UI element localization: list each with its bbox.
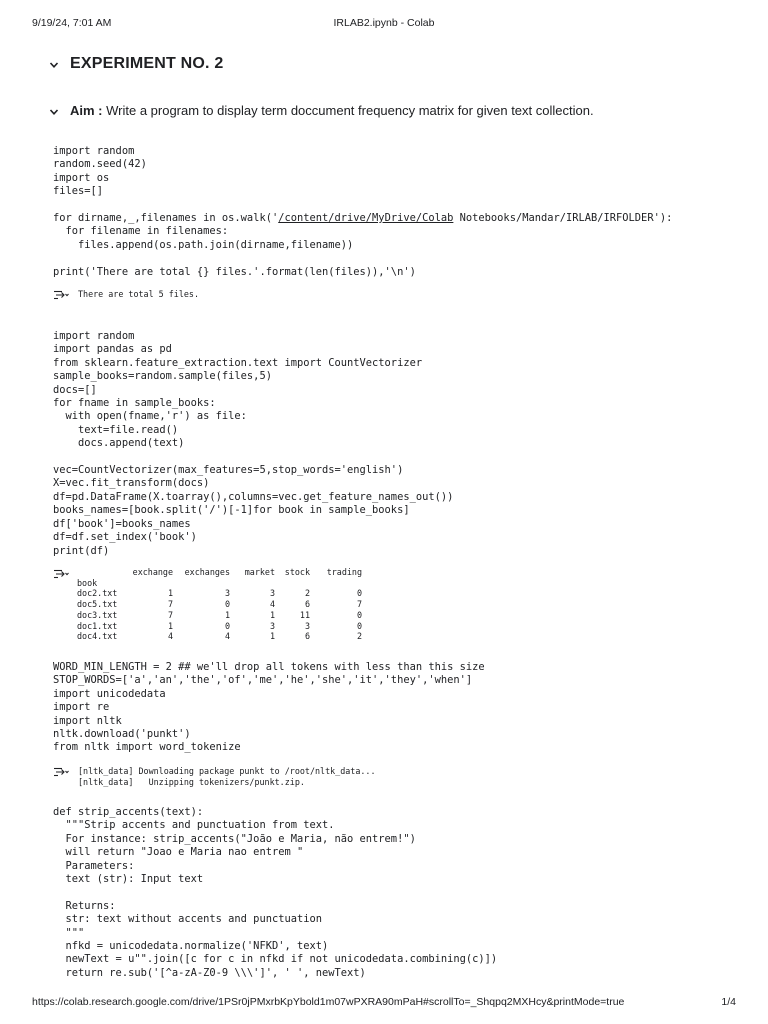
row-index: doc2.txt bbox=[77, 588, 118, 599]
table-cell: 1 bbox=[269, 609, 275, 620]
code-cell-3[interactable]: WORD_MIN_LENGTH = 2 ## we'll drop all tokens with less than this size STOP_WORDS=['a','an','the','of','me','he','she','it','they','when'] import unicodedata import re import nltk nltk.download('punkt') from nltk import word_tokenize bbox=[53, 661, 485, 754]
dataframe-output bbox=[75, 567, 362, 642]
table-cell: 1 bbox=[167, 620, 173, 631]
output-toggle-icon[interactable] bbox=[53, 765, 69, 777]
column-header: exchange bbox=[132, 567, 173, 577]
heading-title: EXPERIMENT NO. 2 bbox=[70, 55, 224, 72]
code-cell-4[interactable]: def strip_accents(text): """Strip accents and punctuation from text. For instance: strip_accents("João e Maria, não entrem!") will return "Joao e Maria nao entrem " Parameters: text (str): Input text Returns: str: text without accents and punctuation """ nfkd = unicodedata.normalize('NFKD', text) newText = u"".join([c for c in nfkd if not unicodedata.combining(c)]) return re.sub('[^a-zA-Z0-9 \\\']', ' ', newText) bbox=[53, 806, 498, 979]
row-index: doc4.txt bbox=[77, 631, 118, 642]
column-header: stock bbox=[284, 567, 310, 577]
table-row bbox=[75, 621, 362, 632]
table-cell: 3 bbox=[269, 588, 275, 599]
table-row bbox=[75, 588, 362, 599]
table-cell: 6 bbox=[304, 631, 310, 642]
chevron-down-icon[interactable] bbox=[48, 105, 60, 117]
column-header: market bbox=[244, 567, 275, 577]
table-cell: 4 bbox=[224, 631, 230, 642]
code-cell-1-after-link: Notebooks/Mandar/IRLAB/IRFOLDER'): for filename in filenames: files.append(os.path.join(dirname,filename)) print('There are total {} files.'.format(len(files)),'\n') bbox=[53, 212, 673, 278]
aim-text-block bbox=[70, 103, 594, 118]
path-link[interactable]: /content/drive/MyDrive/Colab bbox=[278, 212, 454, 225]
aim-label: Aim : bbox=[70, 103, 103, 118]
table-cell: 1 bbox=[224, 609, 230, 620]
table-cell: 1 bbox=[269, 631, 275, 642]
output-cell-3: [nltk_data] Downloading package punkt to /root/nltk_data... [nltk_data] Unzipping tokenizers/punkt.zip. bbox=[78, 766, 376, 787]
page-number: 1/4 bbox=[721, 996, 736, 1008]
column-header: trading bbox=[326, 567, 362, 577]
table-row bbox=[75, 610, 362, 621]
column-header: exchanges bbox=[184, 567, 230, 577]
table-cell: 3 bbox=[304, 620, 310, 631]
table-row bbox=[75, 631, 362, 642]
code-cell-1-before-link: import random random.seed(42) import os files=[] for dirname,_,filenames in os.walk(' bbox=[53, 145, 279, 225]
code-cell-2[interactable]: import random import pandas as pd from sklearn.feature_extraction.text import CountVectorizer sample_books=random.sample(files,5) docs=[] for fname in sample_books: with open(fname,'r') as file: text=file.read() docs.append(text) vec=CountVectorizer(max_features=5,stop_words='english') X=vec.fit_transform(docs) df=pd.DataFrame(X.toarray(),columns=vec.get_feature_names_out()) books_names=[book.split('/')[-1]for book in sample_books] df['book']=books_names df=df.set_index('book') print(df) bbox=[53, 330, 454, 557]
print-header bbox=[32, 17, 736, 31]
index-name: book bbox=[77, 577, 98, 588]
table-cell: 11 bbox=[299, 609, 310, 620]
table-cell: 1 bbox=[167, 588, 173, 599]
output-cell-1: There are total 5 files. bbox=[78, 289, 200, 299]
chevron-down-icon[interactable] bbox=[48, 58, 60, 70]
table-cell: 3 bbox=[224, 588, 230, 599]
table-cell: 7 bbox=[356, 599, 362, 610]
table-row bbox=[75, 599, 362, 610]
table-cell: 7 bbox=[167, 609, 173, 620]
aim-text: Write a program to display term doccument frequency matrix for given text collection. bbox=[102, 103, 594, 118]
table-cell: 0 bbox=[356, 620, 362, 631]
section-heading bbox=[48, 55, 223, 73]
page-url: https://colab.research.google.com/drive/1PSr0jPMxrbKpYbold1m07wPXRA90mPaH#scrollTo=_Shqpq2MXHcy&printMode=true bbox=[32, 996, 625, 1008]
table-cell: 0 bbox=[224, 620, 230, 631]
table-cell: 2 bbox=[356, 631, 362, 642]
table-cell: 3 bbox=[269, 620, 275, 631]
table-cell: 2 bbox=[304, 588, 310, 599]
print-date: 9/19/24, 7:01 AM bbox=[32, 17, 112, 29]
table-cell: 7 bbox=[167, 599, 173, 610]
table-cell: 4 bbox=[269, 599, 275, 610]
code-cell-1[interactable] bbox=[53, 145, 672, 279]
output-toggle-icon[interactable] bbox=[53, 288, 69, 300]
row-index: doc1.txt bbox=[77, 620, 118, 631]
print-title: IRLAB2.ipynb - Colab bbox=[333, 17, 435, 29]
output-toggle-icon[interactable] bbox=[53, 567, 69, 579]
table-cell: 6 bbox=[304, 599, 310, 610]
aim-heading bbox=[48, 103, 594, 118]
row-index: doc5.txt bbox=[77, 599, 118, 610]
table-cell: 4 bbox=[167, 631, 173, 642]
row-index: doc3.txt bbox=[77, 609, 118, 620]
dataframe-index-name-row bbox=[75, 578, 362, 589]
print-footer bbox=[32, 996, 736, 1010]
table-cell: 0 bbox=[224, 599, 230, 610]
dataframe-header-row bbox=[75, 567, 362, 578]
table-cell: 0 bbox=[356, 588, 362, 599]
table-cell: 0 bbox=[356, 609, 362, 620]
